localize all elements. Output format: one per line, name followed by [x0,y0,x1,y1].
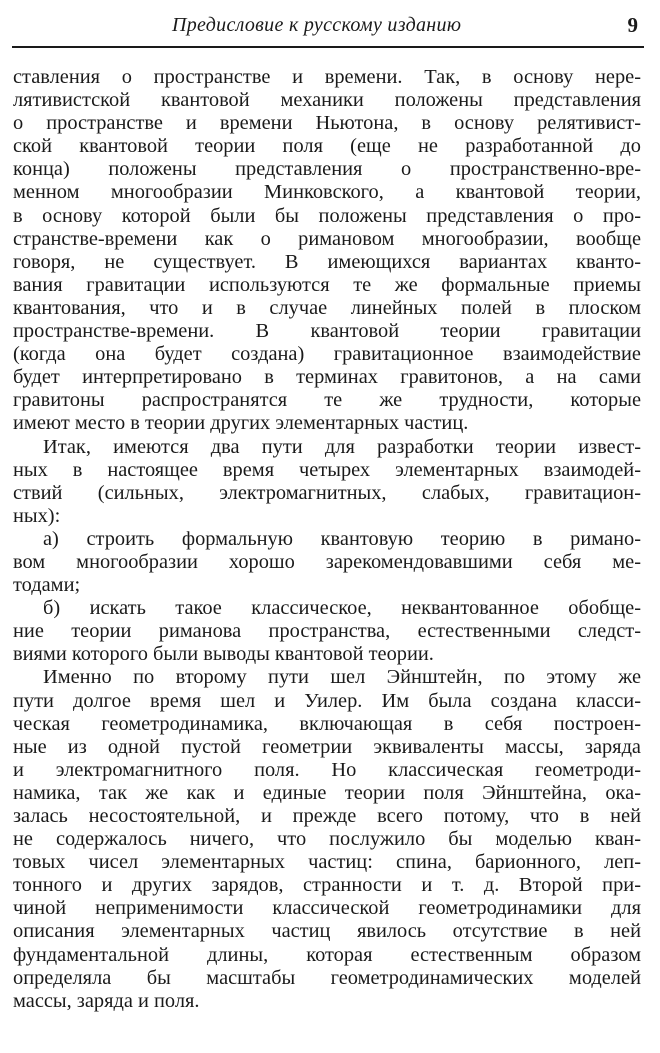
page-number: 9 [627,13,638,37]
text-line: товых чисел элементарных частиц: спина, барионного, леп- [13,851,641,874]
text-line: залась несостоятельной, и прежде всего потому, что в ней [13,805,641,827]
text-line: Итак, имеются два пути для разработки теории извест- [43,435,641,458]
text-line: Именно по второму пути шел Эйнштейн, по этому же [43,666,641,689]
text-line: ние теории риманова пространства, естественными следст- [13,620,641,643]
running-header [12,10,644,48]
text-line: говоря, не существует. В имеющихся вариантах кванто- [13,250,641,273]
text-line: ные из одной пустой геометрии эквиваленты массы, заряда [13,735,641,758]
text-line: ской квантовой теории поля (еще не разработанной до [13,135,641,158]
text-line: гравитоны распространятся те же трудности, которые [13,389,641,412]
text-line: будет интерпретировано в терминах гравитонов, а на сами [13,366,641,389]
text-line: пути долгое время шел и Уилер. Им была создана класси- [13,689,641,712]
text-line: фундаментальной длины, которая естественным образом [13,943,641,966]
text-line: ставления о пространстве и времени. Так, в основу нере- [13,66,641,88]
text-line: конца) положены представления о пространственно-вре- [13,158,641,181]
text-line: о пространстве и времени Ньютона, в основу релятивист- [13,112,641,135]
text-line: тодами; [13,574,81,597]
text-line: описания элементарных частиц явилось отсутствие в ней [13,920,641,943]
running-title: Предисловие к русскому изданию [172,14,462,36]
text-line: ческая геометродинамика, включающая в себя построен- [13,712,641,735]
text-line: менном многообразии Минковского, а квантовой теории, [13,181,641,204]
text-line: странстве-времени как о римановом многообразии, вообще [13,227,641,250]
text-line: массы, заряда и поля. [13,989,200,1012]
text-line: пространстве-времени. В квантовой теории гравитации [13,320,641,343]
text-line: ствий (сильных, электромагнитных, слабых, гравитацион- [13,481,641,504]
text-line: тонного и других зарядов, странности и т. д. Второй при- [13,874,641,897]
text-line: имеют место в теории других элементарных частиц. [13,412,469,435]
text-line: не содержалось ничего, что послужило бы моделью кван- [13,828,641,851]
text-line: б) искать такое классическое, неквантованное обобще- [43,597,641,620]
text-line: чиной неприменимости классической геометродинамики для [13,897,641,920]
text-line: виями которого были выводы квантовой теории. [13,643,434,666]
text-line: ных): [13,504,61,527]
text-line: квантования, что и в случае линейных полей в плоском [13,296,641,319]
text-line: и электромагнитного поля. Но классическая геометроди- [13,758,641,781]
text-line: а) строить формальную квантовую теорию в римано- [43,527,641,550]
text-line: определяла бы масштабы геометродинамических моделей [13,966,641,989]
text-line: (когда она будет создана) гравитационное взаимодействие [13,343,641,366]
body-text [13,66,641,1013]
text-line: лятивистской квантовой механики положены представления [13,89,641,112]
text-line: вания гравитации используются те же формальные приемы [13,273,641,296]
text-line: ных в настоящее время четырех элементарных взаимодей- [13,458,641,481]
text-line: в основу которой были бы положены представления о про- [13,204,641,227]
text-line: вом многообразии хорошо зарекомендовавшими себя ме- [13,550,641,573]
text-line: намика, так же как и единые теории поля Эйнштейна, ока- [13,781,641,804]
